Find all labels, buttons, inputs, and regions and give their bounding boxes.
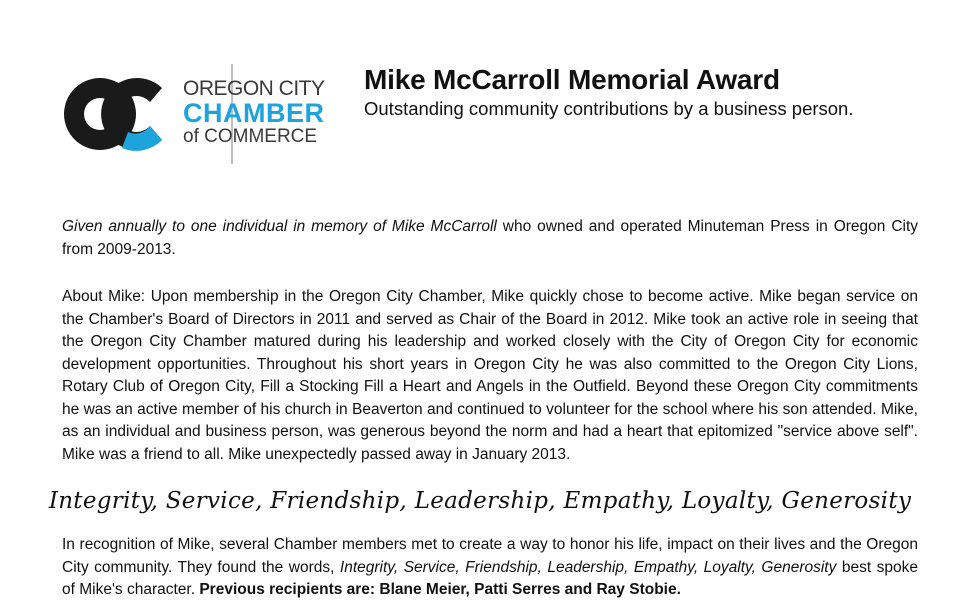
recognition-words: Integrity, Service, Friendship, Leadership, Empathy, Loyalty, Generosity: [339, 558, 837, 576]
logo-wordmark: [183, 78, 333, 147]
logo-line-chamber: CHAMBER: [183, 98, 325, 128]
award-title: Mike McCarroll Memorial Award: [364, 64, 780, 95]
previous-recipients: Previous recipients are: Blane Meier, Patti Serres and Ray Stobie.: [199, 581, 681, 598]
about-paragraph: About Mike: Upon membership in the Oregon City Chamber, Mike quickly chose to become active. Mike began service on the Chamber's Board of Directors in 2011 and served as Chair of the Board in 2012. Mike took an active role in seeing that the Oregon City Chamber matured during his leadership and worked closely with the City of Oregon City for economic development opportunities. Throughout his short years in Oregon City he was also committed to the Oregon City Lions, Rotary Club of Oregon City, Fill a Stocking Fill a Heart and Angels in the Outfield. Beyond these Oregon City commitments he was an active member of his church in Beaverton and continued to volunteer for the school where his son attended. Mike, as an individual and business person, was generous beyond the norm and had a heart that epitomized "service above self". Mike was a friend to all. Mike unexpectedly passed away in January 2013.: [62, 288, 918, 463]
award-subtitle: Outstanding community contributions by a business person.: [364, 98, 854, 119]
intro-rest: who owned and operated Minuteman Press in Oregon City from 2009-2013.: [62, 218, 919, 258]
recognition-part2: best spoke of Mike's character.: [62, 558, 918, 598]
intro-paragraph: [62, 216, 918, 261]
recognition-part1: In recognition of Mike, several Chamber members met to create a way to honor his life, impact on their lives and the Oregon City community. They found the words,: [62, 536, 918, 576]
oc-monogram-icon: [60, 74, 164, 154]
chamber-logo: [60, 64, 330, 164]
logo-line-oregon-city: OREGON CITY: [183, 77, 325, 100]
intro-italic: Given annually to one individual in memory of Mike McCarroll: [62, 218, 497, 235]
logo-line-of-commerce: of COMMERCE: [183, 126, 318, 147]
values-script-line: Integrity, Service, Friendship, Leadership, Empathy, Loyalty, Generosity: [48, 488, 912, 514]
recognition-paragraph: [62, 534, 918, 602]
